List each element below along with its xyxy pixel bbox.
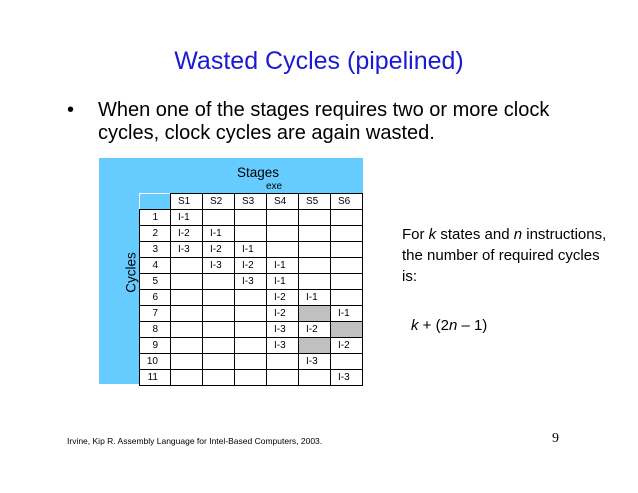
table-cell: I-1	[331, 306, 363, 322]
stage-header: S3	[235, 194, 267, 210]
cycle-number: 3	[140, 242, 171, 258]
table-cell: I-3	[267, 338, 299, 354]
table-row	[140, 210, 363, 226]
table-cell	[267, 210, 299, 226]
table-cell	[171, 370, 203, 386]
table-cell: I-2	[331, 338, 363, 354]
stages-label: Stages	[237, 165, 280, 180]
table-header-row	[140, 194, 363, 210]
bullet-marker: •	[67, 99, 75, 121]
table-cell	[331, 210, 363, 226]
table-cell	[299, 274, 331, 290]
table-cell	[299, 258, 331, 274]
table-cell	[267, 370, 299, 386]
table-cell	[235, 210, 267, 226]
table-cell	[203, 274, 235, 290]
table-cell	[203, 306, 235, 322]
table-cell: I-1	[267, 274, 299, 290]
cycle-number: 2	[140, 226, 171, 242]
pipeline-table	[139, 193, 363, 386]
table-cell: I-2	[235, 258, 267, 274]
citation-footer: Irvine, Kip R. Assembly Language for Intel-Based Computers, 2003.	[67, 436, 323, 446]
table-cell: I-1	[299, 290, 331, 306]
table-cell: I-2	[299, 322, 331, 338]
table-cell	[203, 354, 235, 370]
table-cell: I-3	[331, 370, 363, 386]
table-cell: I-3	[299, 354, 331, 370]
table-cell	[203, 322, 235, 338]
cycle-number: 10	[140, 354, 171, 370]
table-cell	[235, 370, 267, 386]
table-cell	[203, 370, 235, 386]
stage-header: S5	[299, 194, 331, 210]
slide-title: Wasted Cycles (pipelined)	[174, 47, 464, 75]
table-cell	[235, 354, 267, 370]
side-note: For k states and n instructions, the number of required cycles is:	[402, 226, 607, 285]
table-cell: I-1	[267, 258, 299, 274]
table-row	[140, 226, 363, 242]
table-cell	[203, 210, 235, 226]
cycle-number: 1	[140, 210, 171, 226]
table-cell: I-2	[171, 226, 203, 242]
table-cell	[235, 322, 267, 338]
table-cell: I-1	[171, 210, 203, 226]
table-cell: I-3	[267, 322, 299, 338]
table-cell	[331, 258, 363, 274]
table-cell: I-3	[235, 274, 267, 290]
cycle-number: 8	[140, 322, 171, 338]
stage-header: S2	[203, 194, 235, 210]
table-row	[140, 354, 363, 370]
table-cell: I-1	[235, 242, 267, 258]
bullet-text: When one of the stages requires two or more clock cycles, clock cycles are again wasted.	[98, 99, 550, 144]
table-cell	[235, 226, 267, 242]
table-cell	[267, 354, 299, 370]
table-cell	[235, 338, 267, 354]
table-cell: I-2	[203, 242, 235, 258]
table-cell: I-1	[203, 226, 235, 242]
table-row	[140, 338, 363, 354]
table-cell	[331, 290, 363, 306]
table-row	[140, 290, 363, 306]
page-number: 9	[552, 431, 559, 446]
table-cell: I-2	[267, 306, 299, 322]
cycle-number: 11	[140, 370, 171, 386]
cycles-label: Cycles	[123, 252, 139, 293]
table-row	[140, 242, 363, 258]
stage-header: S6	[331, 194, 363, 210]
table-cell	[203, 338, 235, 354]
table-cell	[171, 338, 203, 354]
table-cell	[171, 306, 203, 322]
table-cell	[331, 242, 363, 258]
table-cell	[331, 226, 363, 242]
cycle-number: 6	[140, 290, 171, 306]
table-cell	[299, 370, 331, 386]
stall-cell	[331, 322, 363, 338]
exe-label: exe	[266, 181, 283, 192]
table-cell	[331, 354, 363, 370]
table-cell	[267, 226, 299, 242]
cycles-formula: k + (2n – 1)	[411, 317, 488, 334]
stall-cell	[299, 306, 331, 322]
table-cell: I-3	[171, 242, 203, 258]
table-cell	[299, 226, 331, 242]
table-row	[140, 306, 363, 322]
table-corner	[140, 194, 171, 210]
table-cell	[235, 306, 267, 322]
stage-header: S4	[267, 194, 299, 210]
cycle-number: 9	[140, 338, 171, 354]
table-row	[140, 322, 363, 338]
cycle-number: 4	[140, 258, 171, 274]
table-cell	[171, 322, 203, 338]
table-cell	[235, 290, 267, 306]
table-cell: I-3	[203, 258, 235, 274]
cycle-number: 5	[140, 274, 171, 290]
cycle-number: 7	[140, 306, 171, 322]
table-row	[140, 370, 363, 386]
table-cell	[331, 274, 363, 290]
table-row	[140, 274, 363, 290]
table-cell	[299, 242, 331, 258]
table-row	[140, 258, 363, 274]
stage-header: S1	[171, 194, 203, 210]
table-cell	[267, 242, 299, 258]
stall-cell	[299, 338, 331, 354]
table-cell	[171, 290, 203, 306]
table-cell	[299, 210, 331, 226]
table-cell	[171, 258, 203, 274]
table-cell	[171, 354, 203, 370]
table-cell	[203, 290, 235, 306]
table-cell: I-2	[267, 290, 299, 306]
table-cell	[171, 274, 203, 290]
